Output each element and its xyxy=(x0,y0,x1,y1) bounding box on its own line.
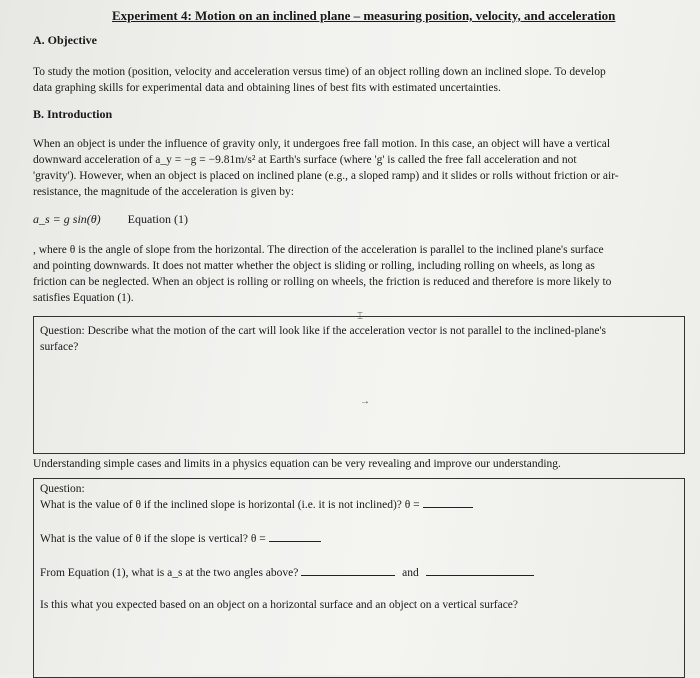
equation-label: Equation (1) xyxy=(127,212,188,226)
intro-after-line: friction can be neglected. When an object is rolling or rolling on wheels, the friction is reduced and therefore is more likely to xyxy=(33,276,612,288)
vertical-answer-blank[interactable] xyxy=(269,531,321,542)
objective-heading: A. Objective xyxy=(33,33,97,47)
question2-expected: Is this what you expected based on an object on a horizontal surface and an object on a vertical surface? xyxy=(40,599,519,611)
second-angle-answer-blank[interactable] xyxy=(426,565,534,576)
objective-line: To study the motion (position, velocity and acceleration versus time) of an object rolling down an inclined slope. To develop xyxy=(33,66,606,78)
question1-text xyxy=(40,323,606,355)
cursor-mark-icon: ⌶ xyxy=(357,311,363,322)
equation-1 xyxy=(33,212,188,227)
expected-answer-area[interactable] xyxy=(34,612,684,674)
introduction-continued xyxy=(33,242,673,306)
introduction-heading: B. Introduction xyxy=(33,107,113,121)
horizontal-question: What is the value of θ if the inclined slope is horizontal (i.e. it is not inclined)? θ = xyxy=(40,499,420,511)
intro-line: downward acceleration of a_y = −g = −9.81m/s² at Earth's surface (where 'g' is called the free fall acceleration and not xyxy=(33,154,577,166)
objective-line: data graphing skills for experimental data and obtaining lines of best fits with estimated uncertainties. xyxy=(33,82,501,94)
understanding-text: Understanding simple cases and limits in a physics equation can be very revealing and improve our understanding. xyxy=(33,458,561,470)
intro-after-line: satisfies Equation (1). xyxy=(33,292,134,304)
question2-horizontal xyxy=(40,497,473,513)
and-word: and xyxy=(402,567,419,579)
intro-line: resistance, the magnitude of the acceleration is given by: xyxy=(33,186,294,198)
vertical-question: What is the value of θ if the slope is vertical? θ = xyxy=(40,533,266,545)
equation-question: From Equation (1), what is a_s at the two angles above? xyxy=(40,567,299,579)
question2-equation xyxy=(40,565,534,581)
intro-after-line: , where θ is the angle of slope from the horizontal. The direction of the acceleration is parallel to the inclined plane's surface xyxy=(33,244,604,256)
introduction-paragraph xyxy=(33,136,673,200)
horizontal-answer-blank[interactable] xyxy=(423,497,473,508)
intro-line: When an object is under the influence of gravity only, it undergoes free fall motion. In this case, an object will have a vertical xyxy=(33,138,611,150)
page-title: Experiment 4: Motion on an inclined plane – measuring position, velocity, and acceleration xyxy=(112,8,616,23)
stray-mark-icon: → xyxy=(360,396,370,407)
question1-line: surface? xyxy=(40,341,79,353)
objective-paragraph xyxy=(33,64,673,96)
question2-label: Question: xyxy=(40,483,85,495)
intro-line: 'gravity'). However, when an object is placed on inclined plane (e.g., a sloped ramp) and it slides or rolls without friction or air- xyxy=(33,170,619,182)
equation-formula: a_s = g sin(θ) xyxy=(33,212,101,226)
question2-vertical xyxy=(40,531,321,547)
intro-after-line: and pointing downwards. It does not matter whether the object is sliding or rolling, including rolling on wheels, as long as xyxy=(33,260,595,272)
question1-line: Question: Describe what the motion of the cart will look like if the acceleration vector is not parallel to the inclined-plane's xyxy=(40,325,607,337)
first-angle-answer-blank[interactable] xyxy=(301,565,395,576)
